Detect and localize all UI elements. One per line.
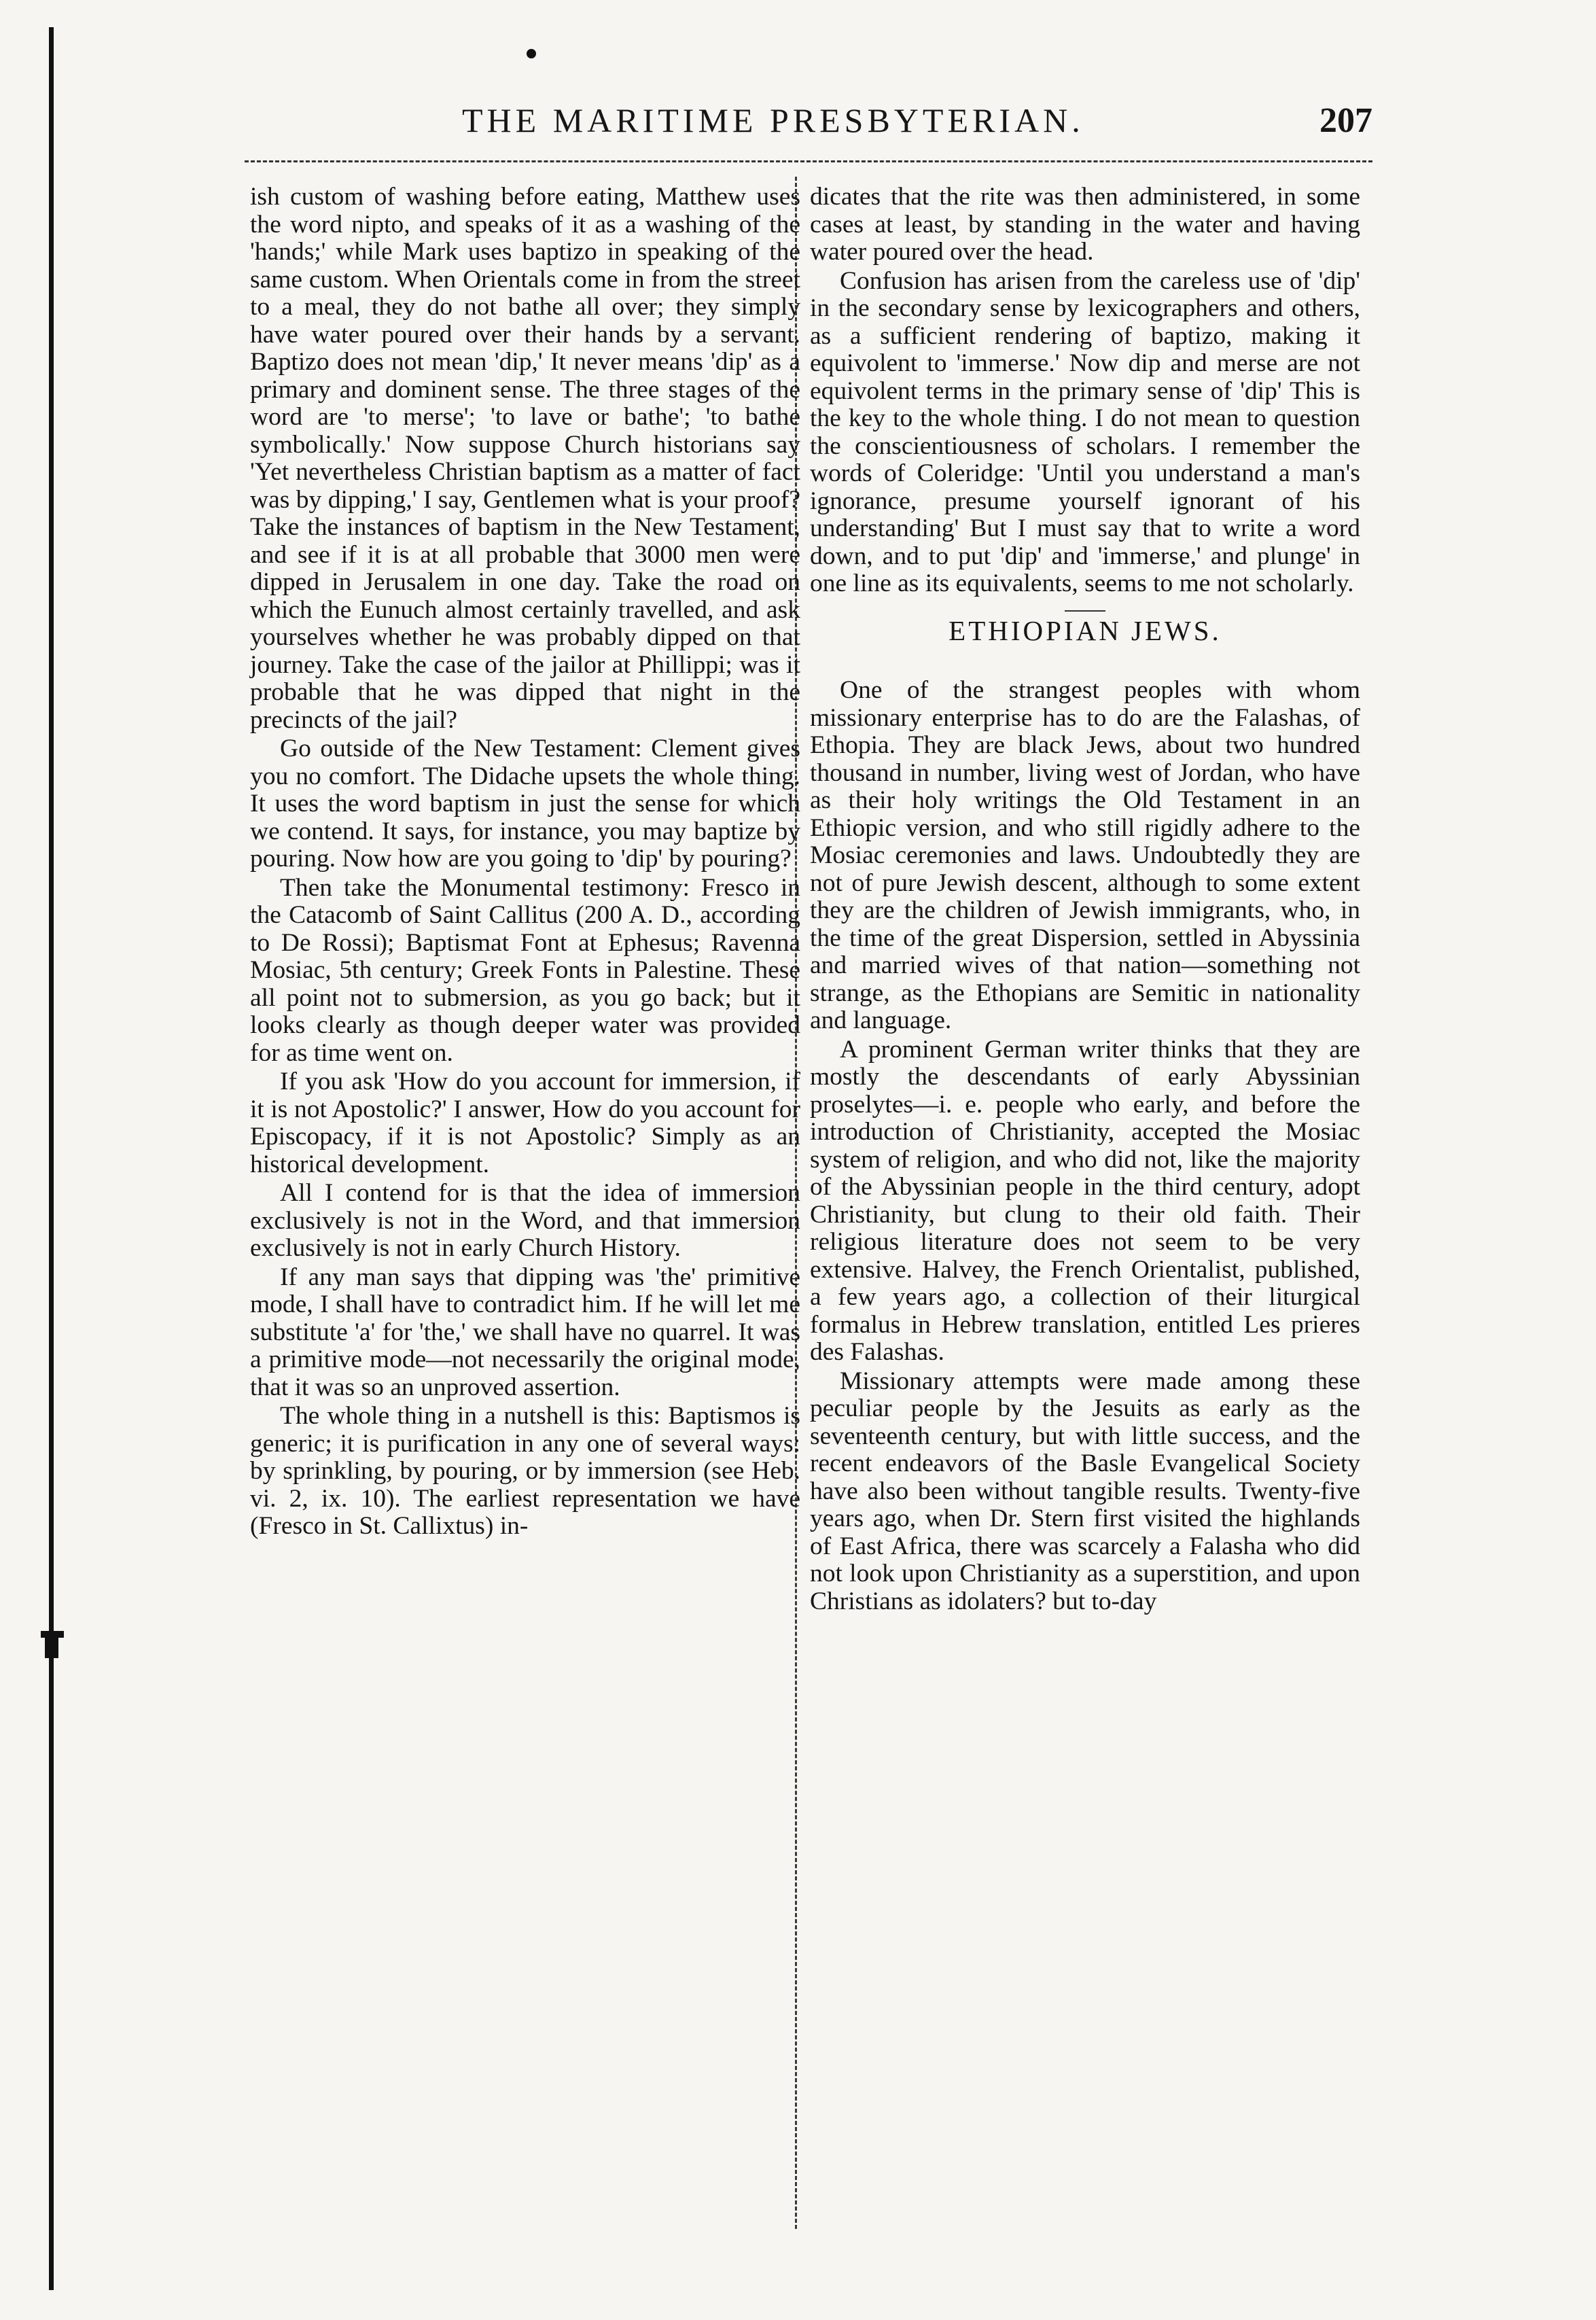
page-number: 207 (1319, 101, 1372, 140)
binding-mark (45, 1638, 58, 1658)
paragraph: A prominent German writer thinks that they are mostly the descendants of early Abyssinian proselytes—i. e. people who early, and before the introduction of Christianity, accepted the Mosiac system of religion, and who did not, like the majority of the Abyssinian people in the third century, adopt Christianity, but clung to their old faith. Their religious literature does not seem to be very extensive. Halvey, the French Orientalist, published, a few years ago, a collection of their liturgical formalus in Hebrew translation, entitled Les prieres des Falashas. (810, 1035, 1360, 1366)
right-column (810, 183, 1360, 1617)
paragraph: Confusion has arisen from the careless use of 'dip' in the secondary sense by lexicographers and others, as a sufficient rendering of baptizo, making it equivolent to 'immerse.' Now dip and merse are not equivolent terms in the primary sense of 'dip' This is the key to the whole thing. I do not mean to question the conscientiousness of scholars. I remember the words of Coleridge: 'Until you understand a man's ignorance, presume yourself ignorant of his understanding' But I must say that to write a word down, and to put 'dip' and 'immerse,' and plunge' in one line as its equivalents, seems to me not scholarly. (810, 266, 1360, 597)
paragraph: If any man says that dipping was 'the' primitive mode, I shall have to contradict him. If he will let me substitute 'a' for 'the,' we shall have no quarrel. It was a primitive mode—not necessarily the original mode, that it was so an unproved assertion. (250, 1263, 800, 1401)
paragraph: dicates that the rite was then administered, in some cases at least, by standing in the water and having water poured over the head. (810, 183, 1360, 266)
paragraph: One of the strangest peoples with whom missionary enterprise has to do are the Falashas, of Ethopia. They are black Jews, about two hundred thousand in number, living west of Jordan, who have as their holy writings the Old Testament in an Ethiopic version, and who still rigidly adhere to the Mosiac ceremonies and laws. Undoubtedly they are not of pure Jewish descent, although to some extent they are the children of Jewish immigrants, who, in the time of the great Dispersion, settled in Abyssinia and married wives of that nation—something not strange, as the Ethopians are Semitic in nationality and language. (810, 676, 1360, 1034)
section-heading: ETHIOPIAN JEWS. (948, 614, 1222, 646)
left-column (250, 183, 800, 1542)
binding-edge-line (49, 27, 54, 2290)
paragraph: Missionary attempts were made among these peculiar people by the Jesuits as early as the seventeenth century, but with little success, and the recent endeavors of the Basle Evangelical Society have also been without tangible results. Twenty-five years ago, when Dr. Stern first visited the highlands of East Africa, there was scarcely a Falasha who did not look upon Christianity as a superstition, and upon Christians as idolaters? but to-day (810, 1367, 1360, 1615)
paragraph: All I contend for is that the idea of immersion exclusively is not in the Word, and that immersion exclusively is not in early Church History. (250, 1179, 800, 1262)
section-separator (1065, 610, 1105, 612)
paragraph: Then take the Monumental testimony: Fresco in the Catacomb of Saint Callitus (200 A. D., according to De Rossi); Baptismat Font at Ephesus; Ravenna Mosiac, 5th century; Greek Fonts in Palestine. These all point not to submersion, as you go back; but it looks clearly as though deeper water was provided for as time went on. (250, 873, 800, 1067)
paragraph: The whole thing in a nutshell is this: Baptismos is generic; it is purification in any one of several ways: by sprinkling, by pouring, or by immersion (see Heb. vi. 2, ix. 10). The earliest representation we have (Fresco in St. Callixtus) in- (250, 1402, 800, 1540)
header-rule (245, 160, 1372, 162)
running-head (245, 101, 1372, 155)
ink-dot (527, 49, 536, 58)
paragraph: If you ask 'How do you account for immersion, if it is not Apostolic?' I answer, How do you account for Episcopacy, if it is not Apostolic? Simply as an historical development. (250, 1068, 800, 1178)
running-title: THE MARITIME PRESBYTERIAN. (462, 101, 1084, 139)
binding-mark (41, 1631, 64, 1638)
paragraph: Go outside of the New Testament: Clement gives you no comfort. The Didache upsets the whole thing. It uses the word baptism in just the sense for which we contend. It says, for instance, you may baptize by pouring. Now how are you going to 'dip' by pouring? (250, 735, 800, 873)
paragraph: ish custom of washing before eating, Matthew uses the word nipto, and speaks of it as a washing of the 'hands;' while Mark uses baptizo in speaking of the same custom. When Orientals come in from the street to a meal, they do not bathe all over; they simply have water poured over their hands by a servant. Baptizo does not mean 'dip,' It never means 'dip' as a primary and dominent sense. The three stages of the word are 'to merse'; 'to lave or bathe'; 'to bathe symbolically.' Now suppose Church historians say 'Yet nevertheless Christian baptism as a matter of fact was by dipping,' I say, Gentlemen what is your proof? Take the instances of baptism in the New Testament, and see if it is at all probable that 3000 men were dipped in Jerusalem in one day. Take the road on which the Eunuch almost certainly travelled, and ask yourselves whether he was probably dipped on that journey. Take the case of the jailor at Phillippi; was it probable that he was dipped that night in the precincts of the jail? (250, 183, 800, 734)
